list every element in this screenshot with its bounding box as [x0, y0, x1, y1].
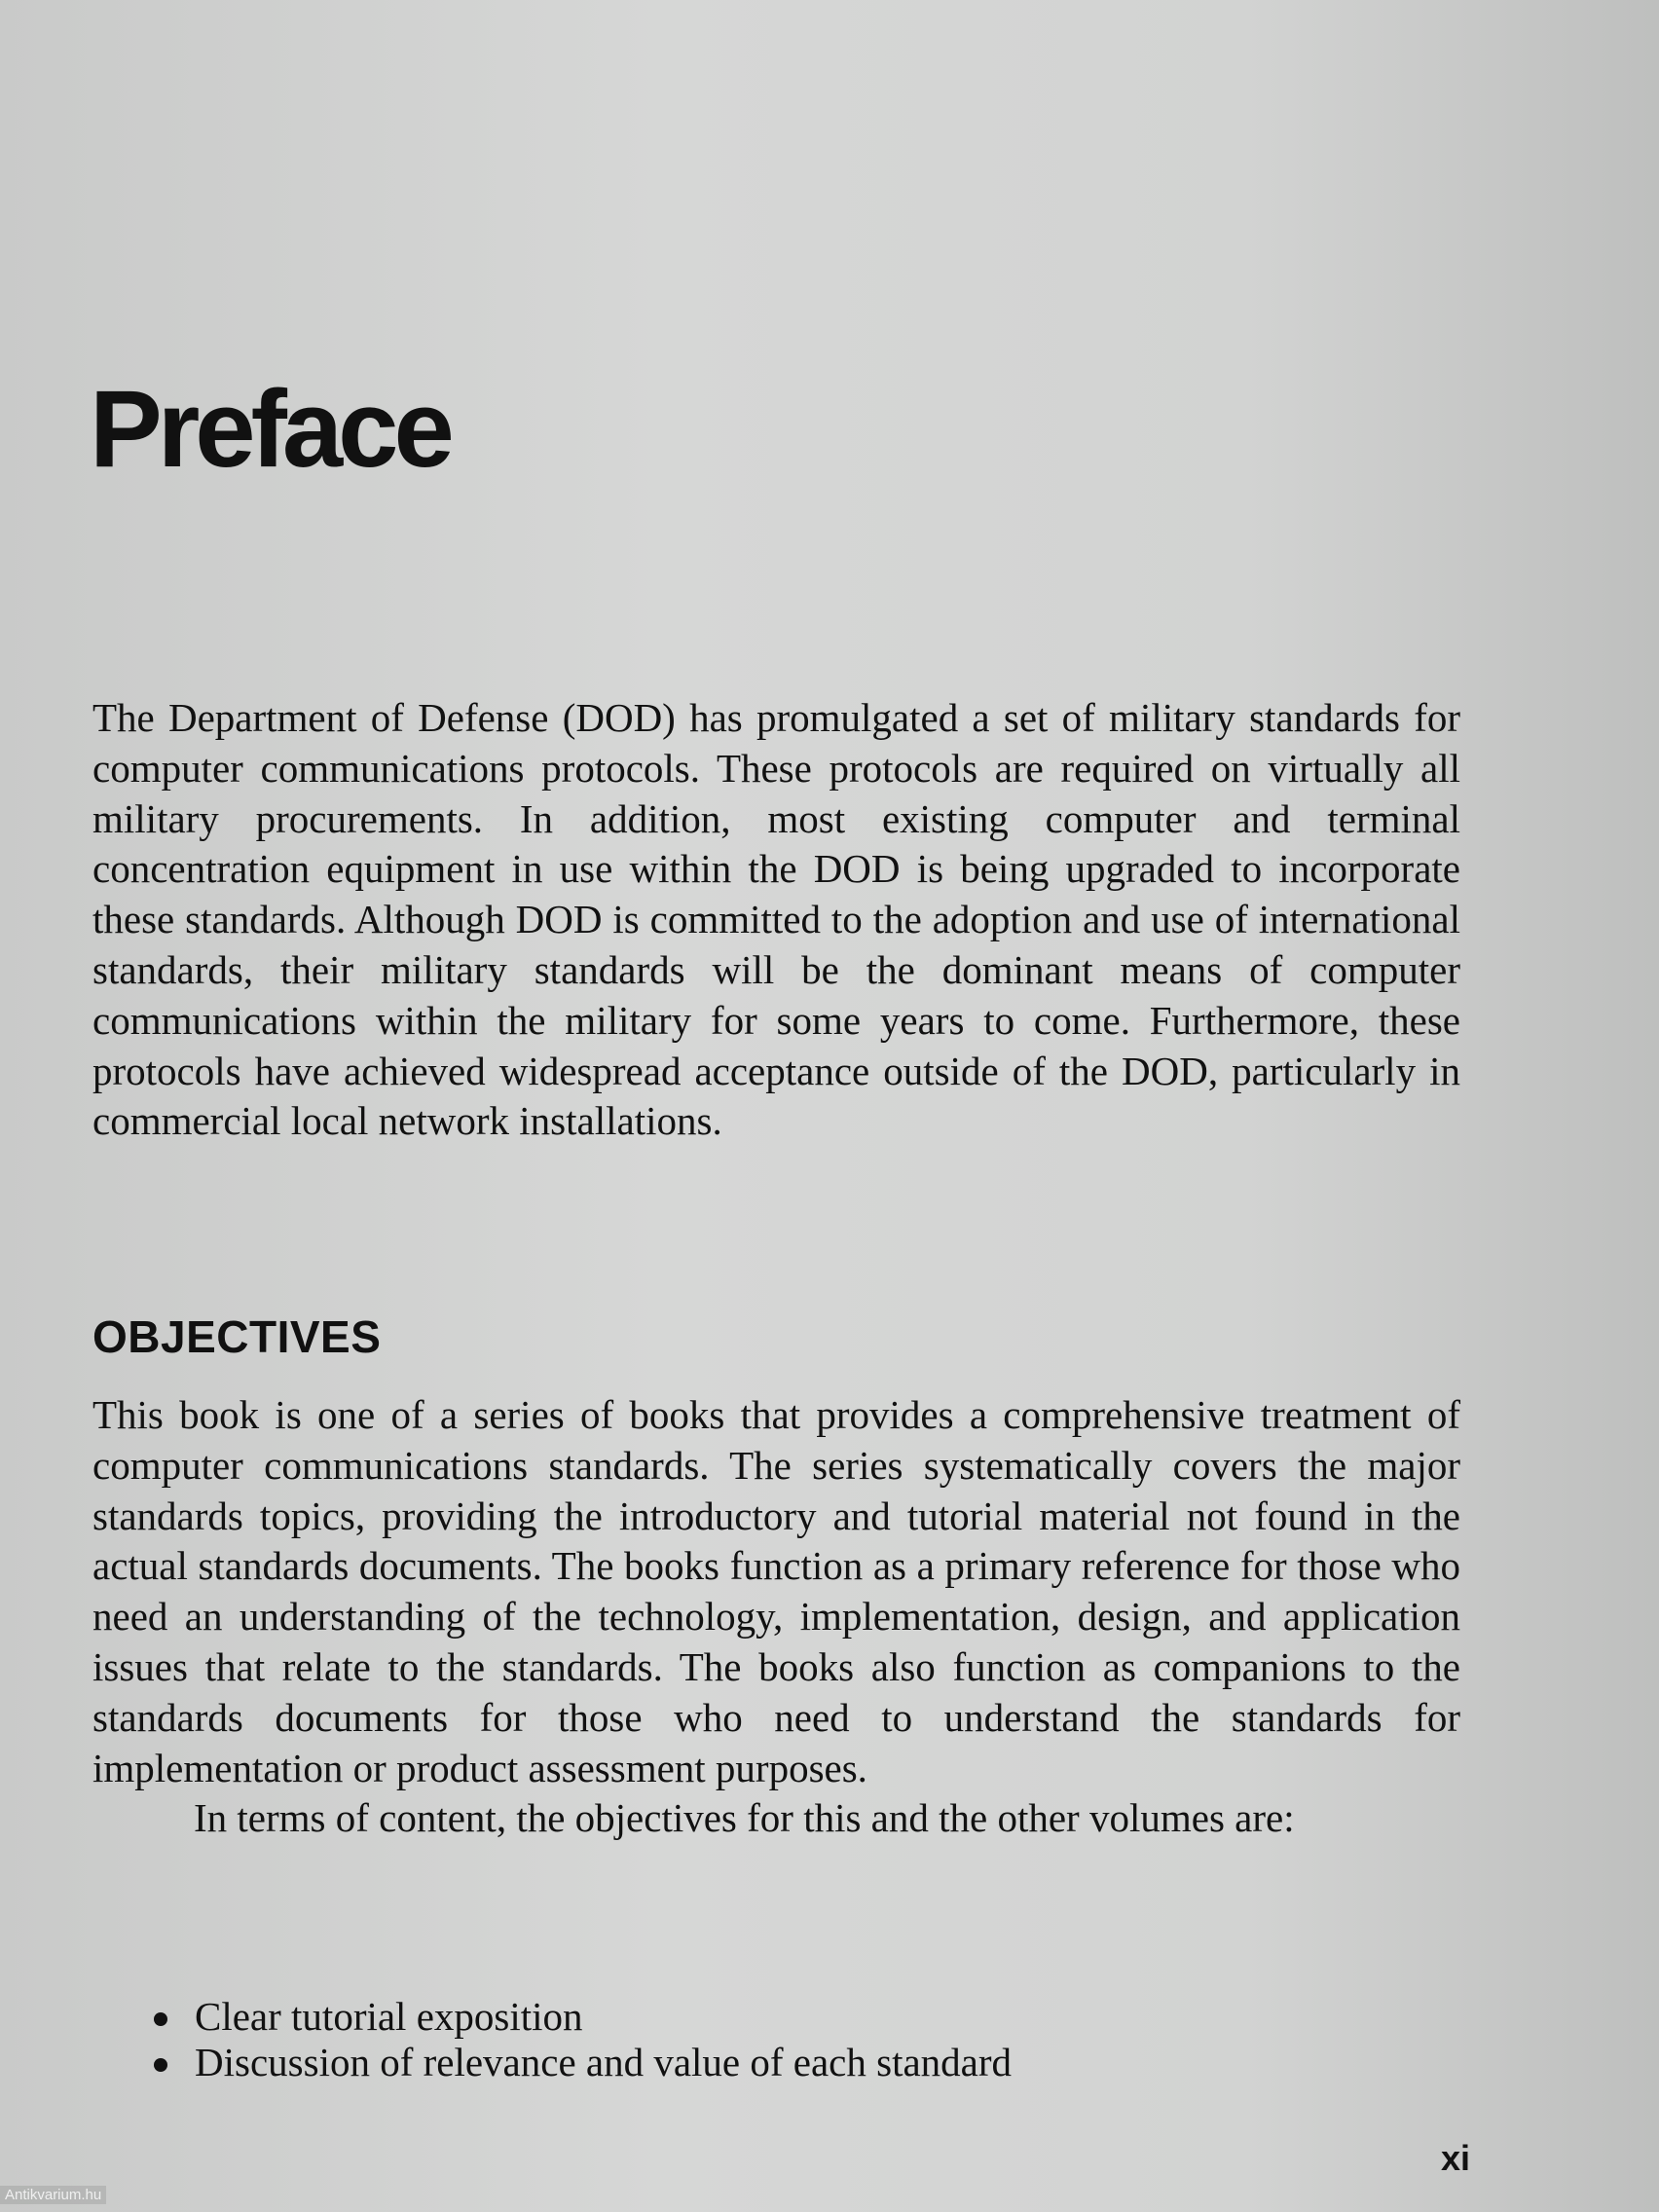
bullet-item: Discussion of relevance and value of each standard — [146, 2040, 1012, 2085]
watermark: Antikvarium.hu — [0, 2186, 106, 2204]
objectives-paragraph-2: In terms of content, the objectives for this and the other volumes are: — [194, 1795, 1295, 1841]
objectives-bullet-list — [146, 1994, 1012, 2085]
page-number: xi — [1440, 2138, 1470, 2178]
objectives-paragraph-1: This book is one of a series of books that provides a comprehensive treatment of computer communications standards. The series systematically covers the major standards topics, providing the introductory and tutorial material not found in the actual standards documents. The books function as a primary reference for those who need an understanding of the technology, implementation, design, and application issues that relate to the standards. The books also function as companions to the standards documents for those who need to understand the standards for implementation or product assessment purposes. — [92, 1392, 1460, 1790]
page-title: Preface — [90, 368, 450, 490]
objectives-heading: OBJECTIVES — [92, 1311, 382, 1362]
bullet-item: Clear tutorial exposition — [146, 1994, 1012, 2040]
objectives-section — [92, 1390, 1460, 1844]
intro-section — [92, 693, 1460, 1147]
intro-paragraph: The Department of Defense (DOD) has promulgated a set of military standards for computer communications protocols. These protocols are required on virtually all military procurements. In addition, most existing computer and terminal concentration equipment in use within the DOD is being upgraded to incorporate these standards. Although DOD is committed to the adoption and use of international standards, their military standards will be the dominant means of computer communications within the military for some years to come. Furthermore, these protocols have achieved widespread acceptance outside of the DOD, particularly in commercial local network installations. — [92, 695, 1460, 1144]
